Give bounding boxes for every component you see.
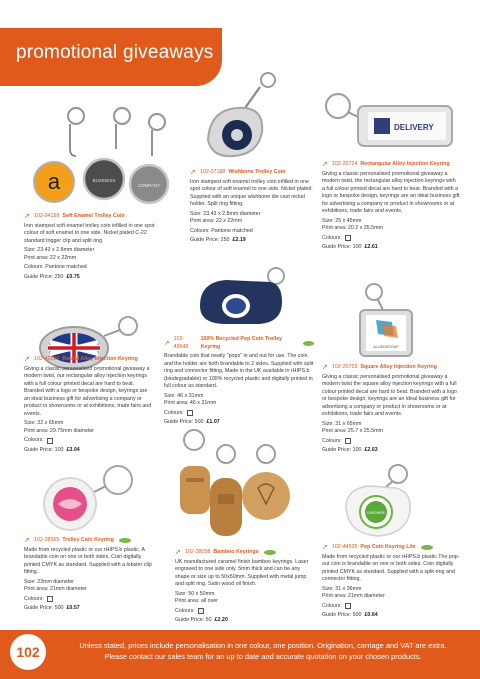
product-print-area: Print area: 46 x 31mm: [164, 400, 217, 407]
product-code: 102-04159: [34, 213, 60, 219]
product-heading: [322, 544, 460, 552]
product-recycled-pop-coin-keyring: [164, 336, 314, 427]
product-description: Giving a classic personalised promotional giveaway a modern twist, the rectangular alloy injection keyrings with a full colour printed decal are hard to beat. Branded with a logo or bespoke design, keyrings are an ideal business gift for advertising a company or product in showrooms or at exhibitions, trade fairs and events.: [322, 170, 460, 215]
product-name: Round Alloy Injection Keyring: [62, 356, 138, 362]
product-colours: Colours:: [322, 602, 342, 609]
product-colours: Colours:: [24, 437, 44, 444]
arrow-icon: ➚: [164, 340, 170, 348]
product-heading: [24, 537, 152, 545]
arrow-icon: ➚: [322, 364, 328, 372]
colour-swatch: [345, 603, 351, 609]
colour-swatch: [345, 438, 351, 444]
coin-text-2: COMPANY: [137, 183, 161, 188]
product-description: UK manufactured caramel finish bamboo keyrings. Laser engraved to one side only. 5mm thick and can be any shape or size up to 50x50mm. Supplied with metal jump and split ring. Satin wood oil finish.: [175, 558, 309, 588]
arrow-icon: ➚: [322, 161, 328, 169]
product-description: Brandable coin that neatly "pops" in and out for use. The coin and the holder are both brandable to 2 sides. Supplied with split ring and connector fitting. Made in the UK available in rHIPS.b (biodegradable) or 100% recycled plastic and digitally printed in full colour as standard.: [164, 353, 314, 390]
product-size: Size: 50 x 50mm: [175, 590, 215, 597]
price-value: £3.04: [66, 446, 80, 453]
square-brand-text: ALLIEDGROUP: [373, 345, 399, 349]
product-colours: Colours:: [24, 595, 44, 602]
product-name: 100% Recycled Pop Coin Trolley Keyring: [200, 336, 283, 350]
product-name: Pop Coin Keyring Lite: [360, 544, 416, 550]
price-value: £2.63: [364, 447, 378, 454]
eco-leaf-icon: [303, 341, 314, 346]
product-description: Made from recycled plastic or our rHIPS.b plastic.The pop-out coin is brandable on one or both sides. Coin digitally printed CMYK as standard. Supplied with a split-ring and connector fitting.: [322, 553, 460, 583]
colour-swatch: [345, 235, 351, 241]
product-heading: [322, 161, 460, 169]
product-print-area: Print area: 22 x 22mm: [190, 218, 243, 225]
eco-leaf-icon: [421, 545, 433, 550]
product-colours: Colours: Pantone matched: [190, 227, 253, 234]
price-value: £0.57: [66, 605, 80, 612]
product-code: 102-20723: [332, 364, 358, 370]
product-print-area: Print area: 29.75mm diameter: [24, 427, 95, 434]
product-code: 102-43643: [173, 336, 189, 350]
product-heading: [322, 364, 460, 372]
product-code: 102-38058: [185, 549, 211, 555]
guide-price-label: Guide Price: 100: [322, 244, 362, 251]
product-trolley-coin-keyring: [24, 537, 152, 613]
product-description: Iron stamped soft enamel trolley coin infilled in one spot colour of soft enamel to one side. Nickel plated C-22 standard trigger clip and split ring: [24, 222, 155, 244]
guide-price-label: Guide Price: 500: [322, 612, 362, 619]
product-code: 102-44535: [332, 544, 358, 550]
product-print-area: Print area: all over: [175, 598, 218, 605]
eco-leaf-icon: [119, 538, 131, 543]
footer-notice: [58, 640, 468, 662]
product-name: Soft Enamel Trolley Coin: [62, 213, 125, 219]
product-soft-enamel-trolley-coin: [24, 213, 158, 281]
product-pop-coin-keyring-lite: [322, 544, 460, 620]
trolley-coins-image: [24, 104, 174, 209]
product-size: Size: 31 x 65mm: [322, 420, 362, 427]
trolley-coin-keyring-image: [40, 464, 135, 534]
arrow-icon: ➚: [175, 549, 181, 557]
guide-price-label: Guide Price: 500: [24, 605, 64, 612]
price-value: £0.75: [66, 273, 80, 280]
product-heading: [164, 336, 314, 351]
alloy-brand-text: DELIVERY: [394, 123, 434, 132]
header-banner: [0, 28, 222, 86]
product-print-area: Print area: 21mm diameter: [322, 593, 385, 600]
page-title: promotional giveaways: [16, 42, 214, 63]
product-code: 102-28565: [34, 537, 60, 543]
bamboo-keyrings-image: [166, 424, 306, 542]
product-name: Wishbone Trolley Coin: [228, 169, 286, 175]
product-bamboo-keyrings: [175, 549, 310, 625]
product-size: Size: 31 x 36mm: [322, 585, 362, 592]
product-rectangular-alloy-keyring: [322, 161, 460, 252]
square-alloy-image: [340, 282, 440, 362]
product-colours: Colours:: [322, 234, 342, 241]
page-number: 102: [10, 634, 46, 670]
eco-leaf-icon: [264, 550, 276, 555]
colour-swatch: [47, 438, 53, 444]
price-value: £2.19: [232, 237, 246, 244]
product-print-area: Print area: 21mm diameter: [24, 586, 87, 593]
product-heading: [175, 549, 310, 557]
product-name: Bamboo Keyrings: [213, 549, 259, 555]
product-heading: [24, 356, 154, 364]
product-colours: Colours:: [164, 409, 184, 416]
colour-swatch: [47, 596, 53, 602]
coin-a-letter: a: [47, 169, 61, 194]
product-heading: [24, 213, 158, 221]
pop-lite-brand-text: CHESHIRE: [366, 511, 386, 515]
product-colours: Colours:: [175, 607, 195, 614]
price-value: £2.20: [214, 617, 228, 624]
product-description: Giving a classic personalised promotional giveaway a modern twist the square alloy injection keyrings with a full colour printed decal are hard to beat. Branded with a logo or bespoke design, keyrings are an ideal business gift for advertising a company or product in showrooms or at exhibitions, trade fairs and events.: [322, 373, 457, 418]
product-size: Size: 23.43 x 2.8mm diameter: [24, 247, 95, 254]
product-name: Rectangular Alloy Injection Keyring: [360, 161, 450, 167]
product-description: Giving a classic personalised promotional giveaway a modern twist, our rectangular alloy injection keyrings with a full colour printed decal are hard to beat. Branded with a logo or bespoke design, keyrings are an ideal business gift for advertising a company or product in showrooms or at exhibitions, trade fairs and events.: [24, 365, 152, 417]
product-colours: Colours: Pantone matched: [24, 264, 87, 271]
guide-price-label: Guide Price: 250: [190, 237, 230, 244]
product-wishbone-trolley-coin: [190, 169, 316, 245]
pop-coin-image: [196, 266, 291, 330]
product-size: Size: 25 x 45mm: [322, 217, 362, 224]
product-size: Size: 46 x 31mm: [164, 392, 204, 399]
product-print-area: Print area: 22 x 22mm: [24, 254, 77, 261]
footer-line-1: Unless stated, prices include personalisation in one colour, one position. Origination, carriage and VAT are extra.: [79, 641, 447, 650]
arrow-icon: ➚: [24, 537, 30, 545]
arrow-icon: ➚: [24, 356, 30, 364]
product-square-alloy-keyring: [322, 364, 460, 455]
product-name: Trolley Coin Keyring: [62, 537, 114, 543]
product-name: Square Alloy Injection Keyring: [360, 364, 437, 370]
colour-swatch: [187, 410, 193, 416]
footer-line-2: Please contact our sales team for an up to date and accurate quotation on your chosen products.: [104, 652, 422, 662]
guide-price-label: Guide Price: 100: [24, 446, 64, 453]
price-value: £0.64: [364, 612, 378, 619]
arrow-icon: ➚: [190, 169, 196, 177]
wishbone-coin-image: [200, 70, 290, 162]
colour-swatch: [198, 608, 204, 614]
product-size: Size: 23.43 x 2.8mm diameter: [190, 210, 261, 217]
product-code: 102-20724: [332, 161, 358, 167]
guide-price-label: Guide Price: 50: [175, 617, 212, 624]
guide-price-label: Guide Price: 250: [24, 273, 64, 280]
product-round-alloy-keyring: [24, 356, 154, 454]
product-print-area: Print area: 20.2 x 35.5mm: [322, 225, 383, 232]
product-heading: [190, 169, 316, 177]
price-value: £1.07: [206, 419, 220, 426]
product-print-area: Print area: 25.7 x 25.5mm: [322, 428, 383, 435]
guide-price-label: Guide Price: 100: [322, 447, 362, 454]
arrow-icon: ➚: [322, 544, 328, 552]
product-size: Size: 32 x 65mm: [24, 420, 64, 427]
product-description: Iron stamped soft enamel trolley coin infilled in one spot colour of soft enamel to one side. Nickel plated. Supplied with an unique wishbone die cast nickel holder. Split ring fitting.: [190, 178, 313, 208]
guide-price-label: Guide Price: 500: [164, 419, 204, 426]
product-colours: Colours:: [322, 437, 342, 444]
pop-coin-lite-image: [338, 462, 438, 540]
product-code: 102-07188: [200, 169, 226, 175]
product-code: 102-42526: [34, 356, 60, 362]
product-size: Size: 23mm diameter: [24, 578, 75, 585]
price-value: £2.61: [364, 244, 378, 251]
rectangular-alloy-image: [322, 84, 462, 152]
product-description: Made from recycled plastic or our rHIPS.b plastic. A brandable coin on one or both sides. Coin digitally printed CMYK as standard. Supplied with a lobster clip fitting.: [24, 546, 152, 576]
coin-text-1: BUSINESS: [92, 178, 116, 183]
arrow-icon: ➚: [24, 213, 30, 221]
